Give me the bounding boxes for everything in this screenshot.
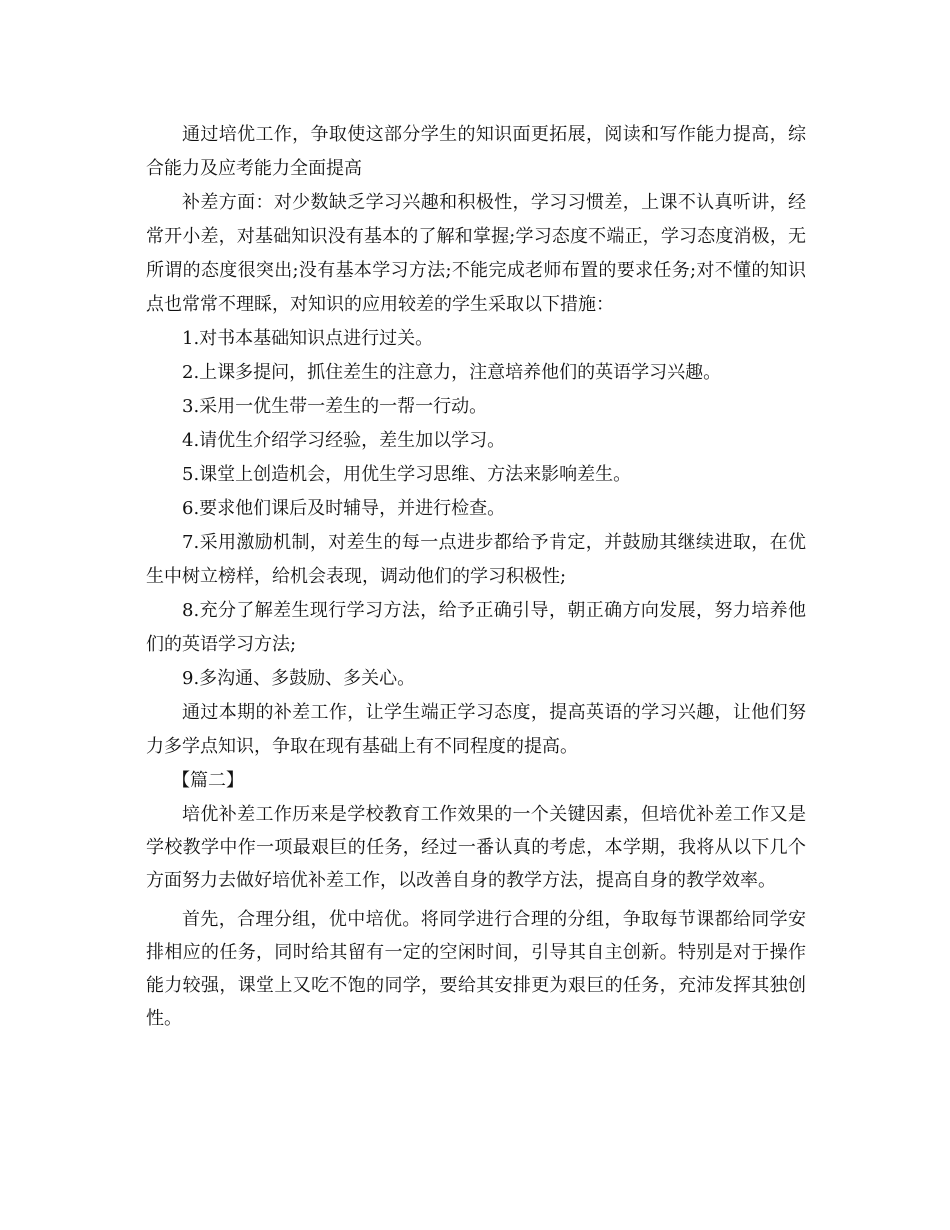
section-heading: 【篇二】 <box>172 770 244 791</box>
paragraph-section2-intro: 培优补差工作历来是学校教育工作效果的一个关键因素，但培优补差工作又是学校教学中作一项最艰巨的任务，经过一番认真的考虑，本学期，我将从以下几个方面努力去做好培优补差工作，以改善自身的教学方法，提高自身的教学效率。 <box>146 804 806 891</box>
list-item-6: 6.要求他们课后及时辅导，并进行检查。 <box>182 498 506 519</box>
paragraph-intro: 通过培优工作，争取使这部分学生的知识面更拓展，阅读和写作能力提高，综合能力及应考能力全面提高 <box>146 124 806 179</box>
list-item-3: 3.采用一优生带一差生的一帮一行动。 <box>182 396 488 417</box>
list-item-1: 1.对书本基础知识点进行过关。 <box>182 328 434 349</box>
document-body <box>146 118 806 1035</box>
list-item-9: 9.多沟通、多鼓励、多关心。 <box>182 668 416 689</box>
list-item-4: 4.请优生介绍学习经验，差生加以学习。 <box>182 430 506 451</box>
paragraph-conclusion: 通过本期的补差工作，让学生端正学习态度，提高英语的学习兴趣，让他们努力多学点知识，争取在现有基础上有不同程度的提高。 <box>146 702 806 757</box>
list-item-5: 5.课堂上创造机会，用优生学习思维、方法来影响差生。 <box>182 464 632 485</box>
list-item-7: 7.采用激励机制，对差生的每一点进步都给予肯定，并鼓励其继续进取，在优生中树立榜样，给机会表现，调动他们的学习积极性; <box>146 532 806 587</box>
list-item-2: 2.上课多提问，抓住差生的注意力，注意培养他们的英语学习兴趣。 <box>182 362 722 383</box>
list-item-8: 8.充分了解差生现行学习方法，给予正确引导，朝正确方向发展，努力培养他们的英语学习方法; <box>146 600 806 655</box>
paragraph-remedial-overview: 补差方面：对少数缺乏学习兴趣和积极性，学习习惯差，上课不认真听讲，经常开小差，对基础知识没有基本的了解和掌握;学习态度不端正，学习态度消极，无所谓的态度很突出;没有基本学习方法;不能完成老师布置的要求任务;对不懂的知识点也常常不理睬，对知识的应用较差的学生采取以下措施： <box>146 192 806 315</box>
paragraph-section2-grouping: 首先，合理分组，优中培优。将同学进行合理的分组，争取每节课都给同学安排相应的任务，同时给其留有一定的空闲时间，引导其自主创新。特别是对于操作能力较强，课堂上又吃不饱的同学，要给其安排更为艰巨的任务，充沛发挥其独创性。 <box>146 909 806 1029</box>
